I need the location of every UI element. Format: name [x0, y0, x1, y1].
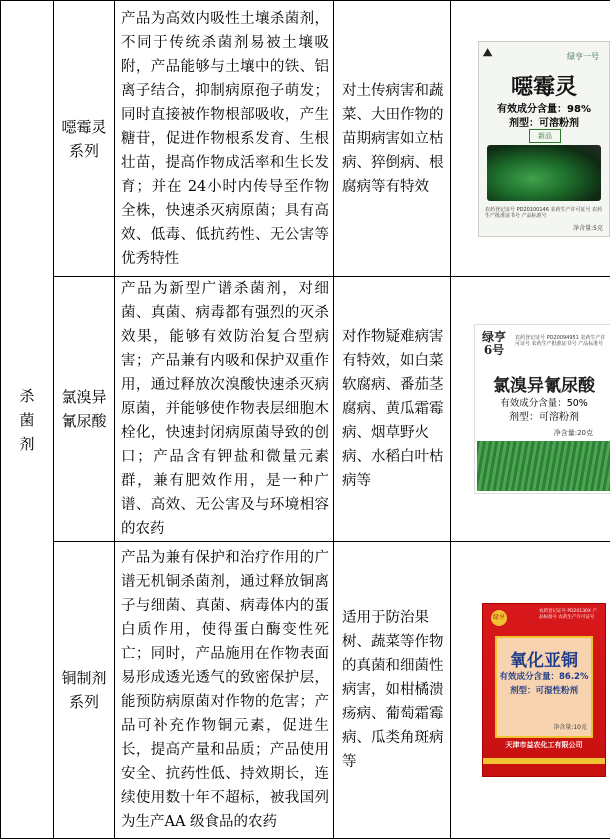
- crop-field-picture: [477, 441, 610, 491]
- package-form: 剂型：可溶粉剂: [475, 408, 610, 423]
- package-net-weight: 净含量:5克: [573, 223, 603, 232]
- product-name: 噁霉灵系列: [61, 115, 107, 163]
- image-cell: [451, 1, 610, 277]
- product-name: 氯溴异氰尿酸: [61, 385, 107, 433]
- target-cell: [334, 277, 451, 542]
- product-name-cell: [54, 277, 115, 542]
- package-product-name: 噁霉灵: [479, 70, 609, 101]
- category-cell: [1, 1, 54, 839]
- hymexazol-package-image: [478, 41, 610, 237]
- package-form: 剂型：可湿性粉剂: [497, 684, 591, 696]
- target-cell: [334, 1, 451, 277]
- product-name-cell: [54, 542, 115, 839]
- table-row: [1, 1, 610, 277]
- package-fine-print: 农药登记证号 PD20094951 农药生产许可证号 农药生产批准证书号 产品标准号: [515, 335, 609, 347]
- package-badge: 新品: [529, 129, 561, 143]
- description-cell: [115, 277, 334, 542]
- product-description: 产品为兼有保护和治疗作用的广谱无机铜杀菌剂，通过释放铜离子与细菌、真菌、病毒体内的蛋白质作用，使得蛋白酶变性死亡；同时，产品施用在作物表面易形成透光透气的致密保护层，能预防病原菌对作物的危害；产品可补充作物铜元素，促进生长，提高产量和品质；产品使用安全、抗药性低、持效期长，连续使用数十年不超标，被我国列为生产AA 级食品的农药: [121, 550, 329, 830]
- product-name: 铜制剂系列: [61, 666, 107, 714]
- brand-logo: ⛰: [483, 46, 492, 60]
- gold-stripe: [483, 758, 605, 764]
- package-brand: 绿亨一号: [567, 51, 599, 62]
- package-content: 有效成分含量：98%: [479, 100, 609, 115]
- package-fine-print: 农药登记证号 PD20130X 产品标准号 农药生产许可证号: [539, 609, 601, 620]
- package-net-weight: 净含量:20克: [554, 428, 593, 438]
- table-row: [1, 542, 610, 839]
- package-content: 有效成分含量：86.2%: [497, 670, 591, 682]
- package-net-weight: 净含量:10克: [553, 722, 587, 731]
- chlorobromo-package-image: [474, 324, 610, 494]
- package-product-name: 氧化亚铜: [497, 646, 591, 671]
- product-description: 产品为高效内吸性土壤杀菌剂，不同于传统杀菌剂易被土壤吸附，产品能够与土壤中的铁、铝离子结合，抑制病原孢子萌发；同时直接被作物根部吸收，产生糖苷，促进作物根系发育、生根壮苗，提高作物成活率和生长发育；并在 24小时内传导至作物全株，快速杀灭病原菌；具有高效、低毒、低抗药性、无公害等优秀特性: [121, 11, 329, 267]
- image-cell: [451, 277, 610, 542]
- package-form: 剂型：可溶粉剂: [479, 114, 609, 129]
- package-manufacturer: 天津市益农化工有限公司: [483, 740, 605, 750]
- seedling-picture: [487, 145, 601, 201]
- target-cell: [334, 542, 451, 839]
- product-target: 对土传病害和蔬菜、大田作物的苗期病害如立枯病、猝倒病、根腐病等有特效: [342, 83, 444, 195]
- description-cell: [115, 542, 334, 839]
- category-label: 杀菌剂: [17, 384, 37, 456]
- product-target: 适用于防治果树、蔬菜等作物的真菌和细菌性病害，如柑橘溃疡病、葡萄霜霉病、瓜类角斑病等: [342, 610, 444, 770]
- label-panel: [495, 636, 593, 738]
- package-brand: 绿亨6号: [479, 331, 509, 357]
- package-content: 有效成分含量：50%: [475, 395, 610, 409]
- description-cell: [115, 1, 334, 277]
- image-cell: [451, 542, 610, 839]
- product-description: 产品为新型广谱杀菌剂，对细菌、真菌、病毒都有强烈的灭杀效果，能够有效防治复合型病害；产品兼有内吸和保护双重作用，通过释放次溴酸快速杀灭病原菌，并能够使作物表层细胞木栓化，快速封闭病原菌导致的创口；产品含有钾盐和微量元素群，兼有肥效作用，是一种广谱、高效、无公害及与环境相容的农药: [121, 281, 329, 537]
- table-row: [1, 277, 610, 542]
- package-fine-print: 农药登记证号 PD20100146 农药生产许可证号 农药生产批准证书号 产品标准号: [485, 207, 603, 219]
- product-name-cell: [54, 1, 115, 277]
- package-product-name: 氯溴异氰尿酸: [475, 371, 610, 396]
- brand-logo: 绿亨: [491, 610, 507, 626]
- cuprous-oxide-package-image: [482, 603, 606, 777]
- product-target: 对作物疑难病害有特效，如白菜软腐病、番茄茎腐病、黄瓜霜霉病、烟草野火病、水稻白叶枯病等: [342, 329, 444, 489]
